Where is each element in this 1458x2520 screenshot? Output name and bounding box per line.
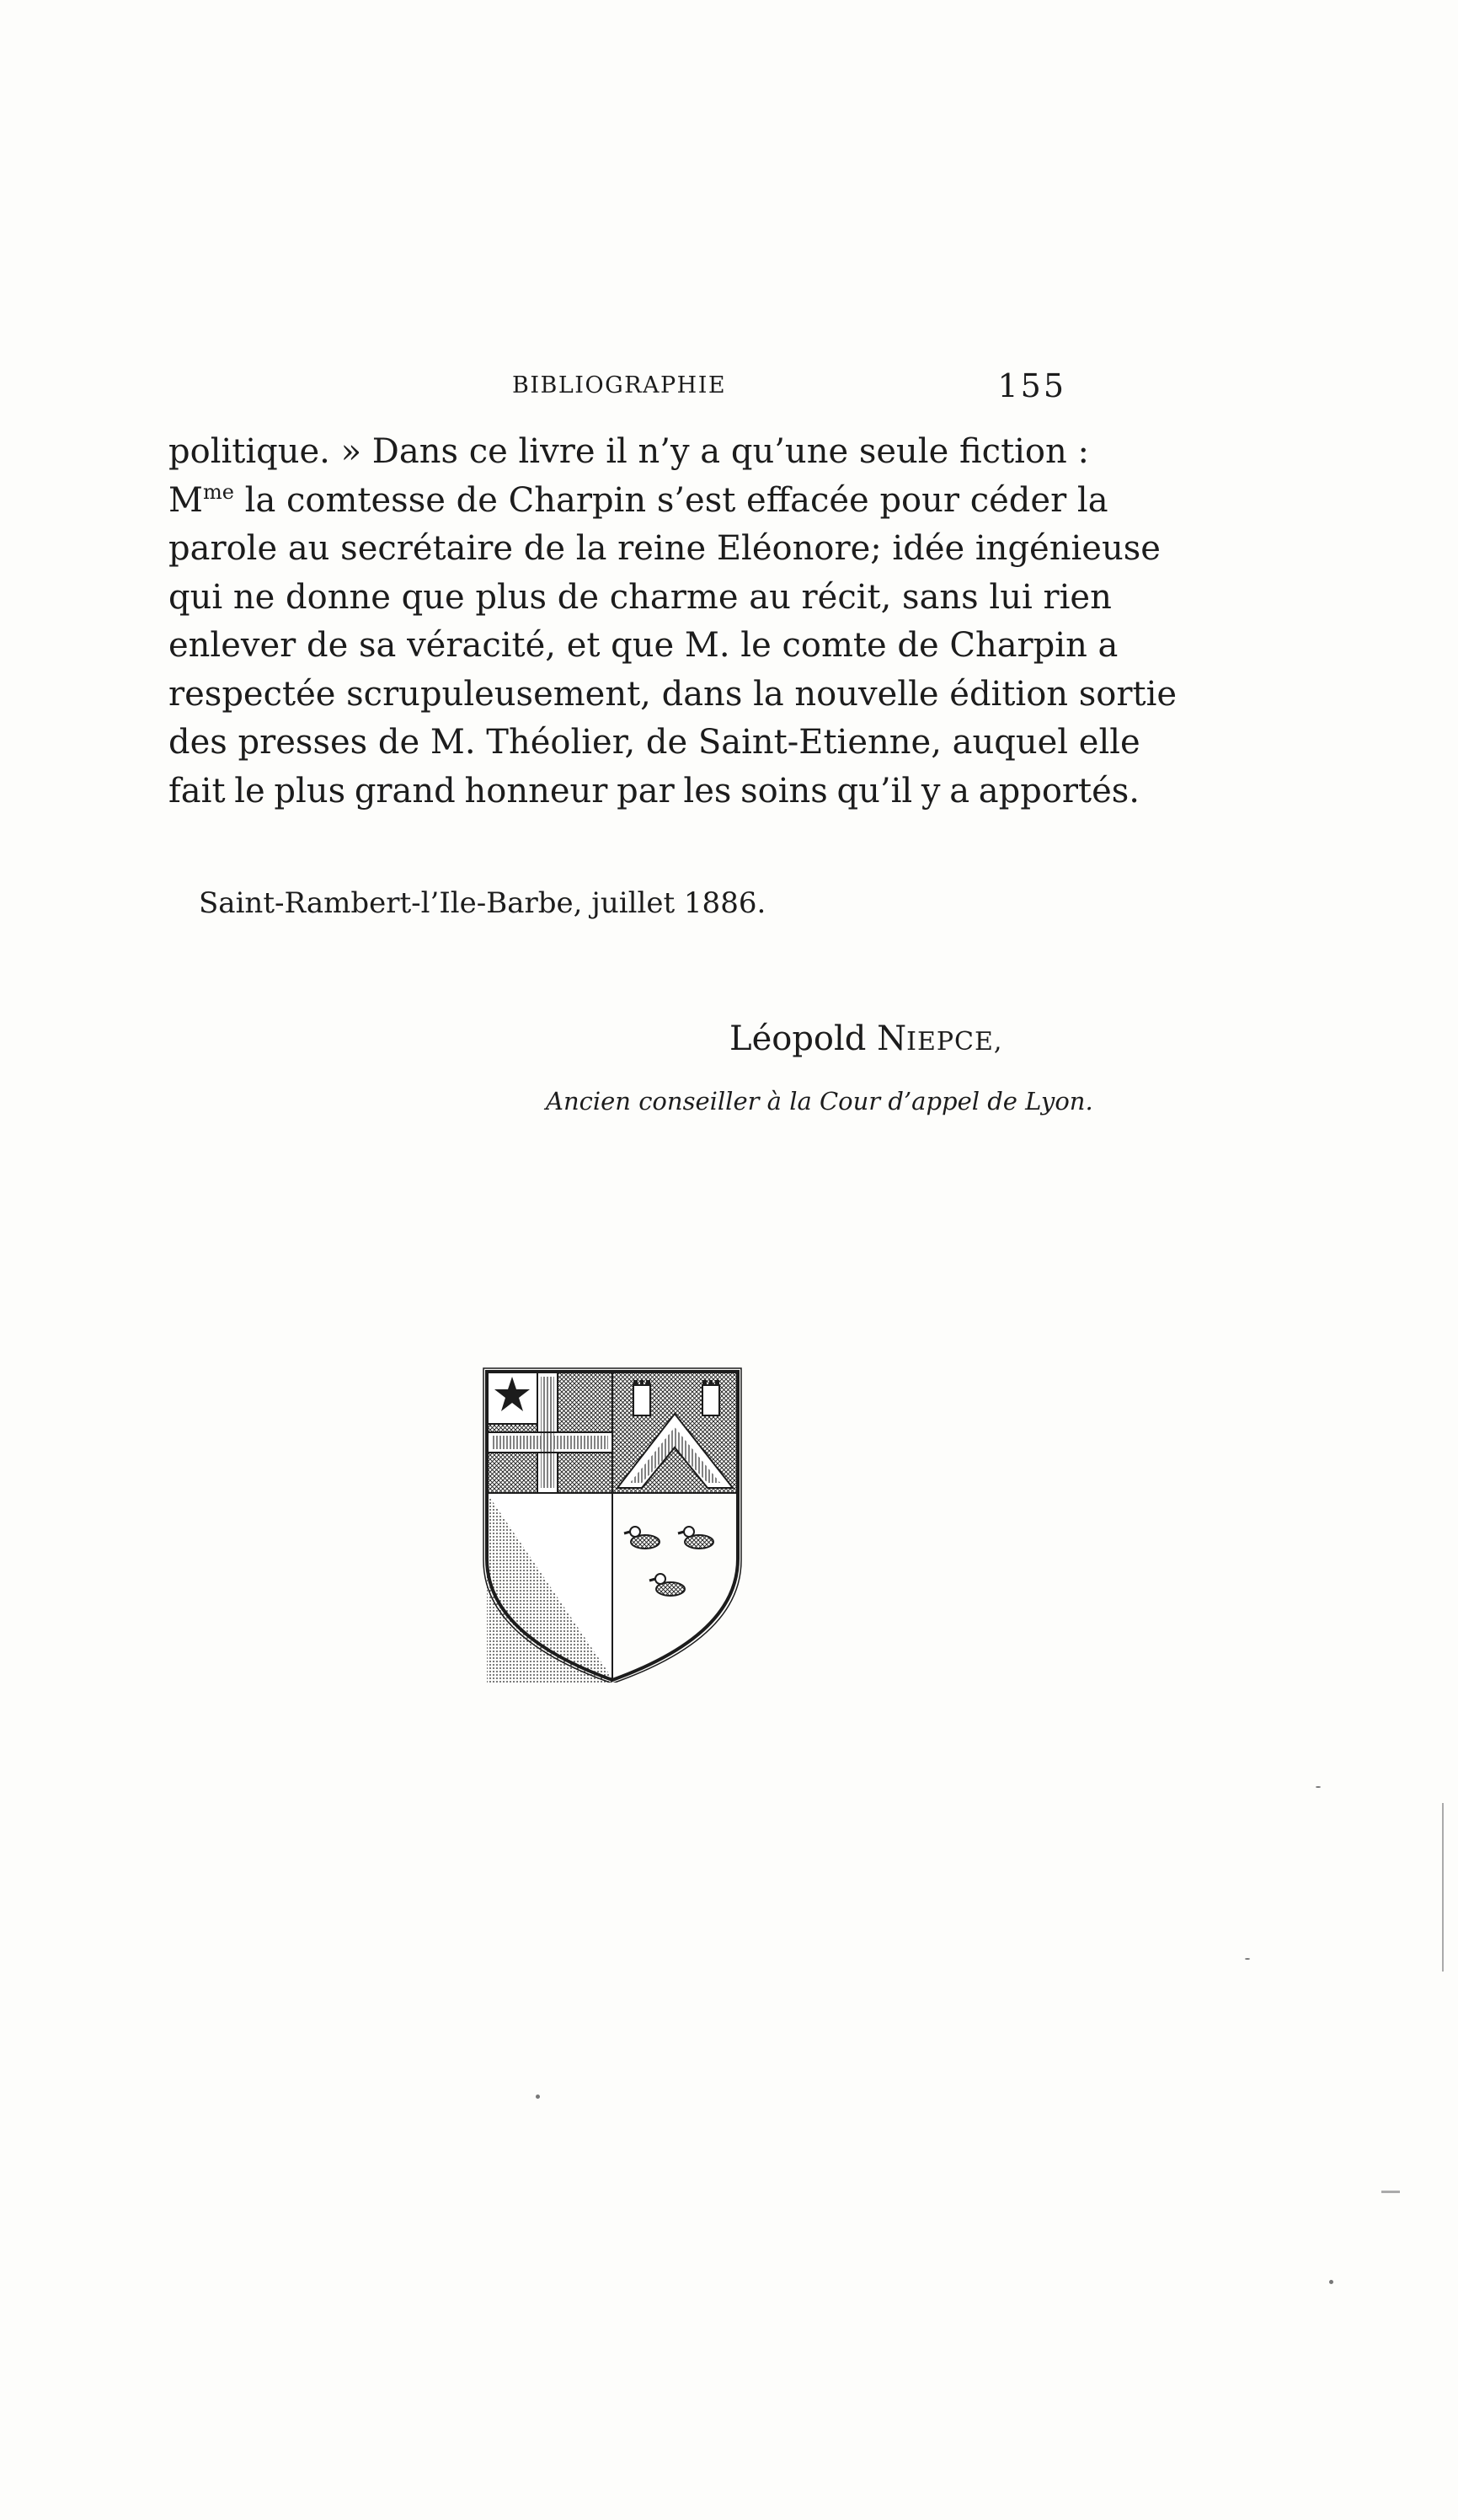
signature-name bbox=[729, 1019, 1002, 1058]
signature-surname-initial: N bbox=[877, 1019, 907, 1058]
page-number: 155 bbox=[997, 367, 1066, 404]
tower-icon bbox=[702, 1385, 719, 1415]
abbrev-base: M bbox=[168, 480, 203, 520]
text-line-abbrev bbox=[168, 477, 1108, 526]
text-line-rest: la comtesse de Charpin s’est effacée pour céder la bbox=[244, 480, 1108, 520]
duck-icon bbox=[678, 1527, 713, 1549]
text-line: parole au secrétaire de la reine Eléonore; idée ingénieuse bbox=[168, 529, 1161, 568]
body-paragraph bbox=[168, 428, 1178, 816]
dateline: Saint-Rambert-l’Ile-Barbe, juillet 1886. bbox=[199, 886, 766, 920]
duck-icon bbox=[624, 1527, 660, 1549]
page-edge-mark bbox=[1442, 1803, 1444, 1972]
text-line: respectée scrupuleusement, dans la nouvelle édition sortie bbox=[168, 674, 1178, 714]
scan-speck bbox=[536, 2095, 540, 2099]
tower-icon bbox=[633, 1385, 650, 1415]
text-line: qui ne donne que plus de charme au récit, sans lui rien bbox=[168, 577, 1112, 617]
heraldic-shield-icon bbox=[482, 1367, 743, 1683]
duck-icon bbox=[649, 1574, 685, 1596]
signature-first-name: Léopold bbox=[729, 1019, 867, 1058]
running-title: BIBLIOGRAPHIE bbox=[512, 372, 727, 399]
text-line: enlever de sa véracité, et que M. le comte de Charpin a bbox=[168, 626, 1119, 665]
signature-title: Ancien conseiller à la Cour d’appel de Lyon. bbox=[546, 1087, 1093, 1116]
scan-speck bbox=[1329, 2280, 1333, 2284]
scan-speck bbox=[1245, 1958, 1250, 1960]
quarter-chevron bbox=[612, 1372, 738, 1493]
scan-speck bbox=[1316, 1786, 1321, 1788]
text-line: des presses de M. Théolier, de Saint-Etienne, auquel elle bbox=[168, 723, 1140, 762]
page-edge-mark bbox=[1381, 2191, 1400, 2193]
quarter-ducks bbox=[624, 1527, 713, 1596]
running-head bbox=[168, 367, 1071, 418]
quarter-bend bbox=[487, 1493, 612, 1683]
signature-surname-rest: IEPCE, bbox=[906, 1027, 1003, 1057]
abbrev-superscript: me bbox=[202, 479, 234, 504]
text-line: fait le plus grand honneur par les soins qu’il y a apportés. bbox=[168, 771, 1140, 811]
quarter-cross bbox=[487, 1372, 612, 1493]
text-line: politique. » Dans ce livre il n’y a qu’une seule fiction : bbox=[168, 432, 1089, 471]
